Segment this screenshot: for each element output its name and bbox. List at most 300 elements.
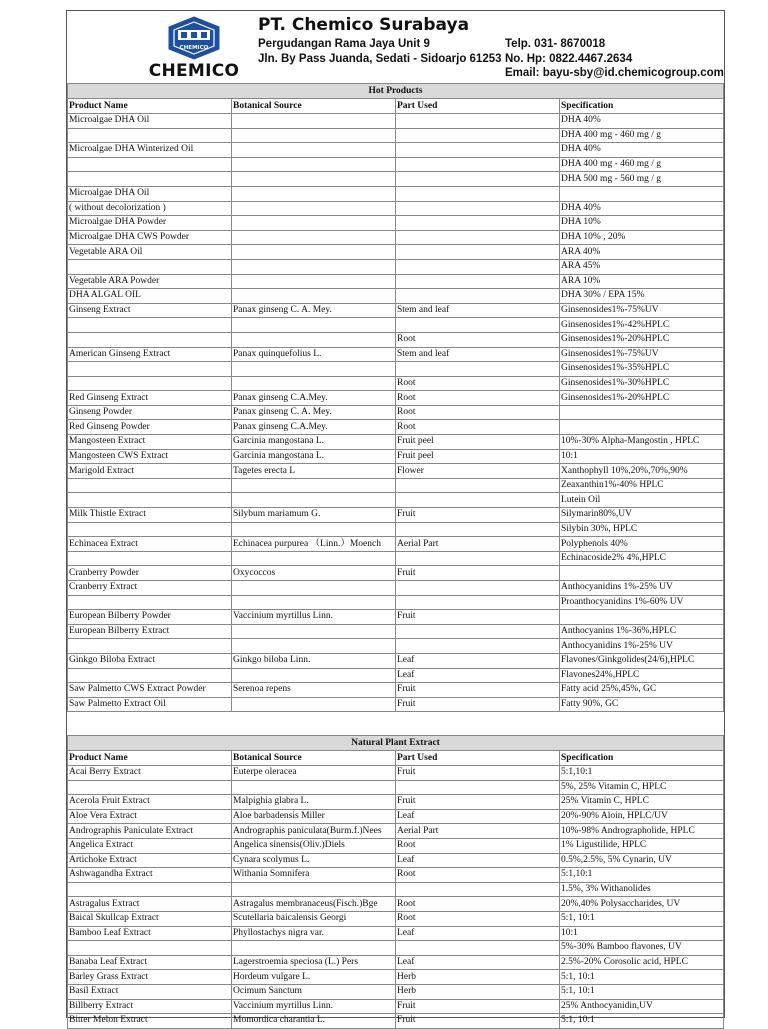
specification-cell: Ginsenosides1%-20%HPLC (560, 391, 724, 406)
product-name-cell (68, 332, 232, 347)
table-row (68, 668, 724, 683)
product-name-header: Product Name (68, 751, 232, 766)
natural-plant-extract-header-row (68, 751, 724, 766)
botanical-source-cell: Tagetes erecta L (232, 464, 396, 479)
specification-cell: 10:1 (560, 449, 724, 464)
product-name-cell: American Ginseng Extract (68, 347, 232, 362)
specification-cell: 0.5%,2.5%, 5% Cynarin, UV (560, 853, 724, 868)
table-row (68, 405, 724, 420)
product-name-cell: Billberry Extract (68, 999, 232, 1014)
botanical-source-cell: Garcinia mangostana L. (232, 449, 396, 464)
part-used-cell: Root (396, 897, 560, 912)
part-used-cell: Leaf (396, 668, 560, 683)
part-used-cell (396, 493, 560, 508)
part-used-cell (396, 362, 560, 377)
botanical-source-cell (232, 376, 396, 391)
specification-cell (560, 186, 724, 201)
botanical-source-cell (232, 332, 396, 347)
product-name-cell (68, 318, 232, 333)
product-name-cell: Astragalus Extract (68, 897, 232, 912)
table-row (68, 566, 724, 581)
botanical-source-cell: Panax quinquefolius L. (232, 347, 396, 362)
brand-wordmark: CHEMICO (148, 61, 240, 81)
specification-cell: Anthocyanidins 1%-25% UV (560, 639, 724, 654)
specification-cell: Ginsenosides1%-42%HPLC (560, 318, 724, 333)
product-name-cell: Bamboo Leaf Extract (68, 926, 232, 941)
product-name-cell: Angelica Extract (68, 838, 232, 853)
table-row (68, 143, 724, 158)
table-row (68, 420, 724, 435)
product-name-cell: European Bilberry Extract (68, 624, 232, 639)
part-used-cell: Aerial Part (396, 824, 560, 839)
part-used-cell: Fruit (396, 999, 560, 1014)
part-used-cell: Stem and leaf (396, 347, 560, 362)
specification-cell: Anthocyanins 1%-36%,HPLC (560, 624, 724, 639)
hot-products-section-row (68, 84, 724, 99)
mobile-number: No. Hp: 0822.4467.2634 (505, 53, 633, 65)
product-name-cell (68, 493, 232, 508)
table-row (68, 478, 724, 493)
botanical-source-cell: Ocimum Sanctum (232, 984, 396, 999)
product-name-cell: Saw Palmetto CWS Extract Powder (68, 683, 232, 698)
table-row (68, 955, 724, 970)
specification-cell: Anthocyanidins 1%-25% UV (560, 581, 724, 596)
specification-header: Specification (560, 99, 724, 114)
part-used-cell: Leaf (396, 926, 560, 941)
table-row (68, 230, 724, 245)
part-used-cell: Leaf (396, 653, 560, 668)
product-name-cell: Barley Grass Extract (68, 970, 232, 985)
table-row (68, 1014, 724, 1029)
part-used-cell (396, 172, 560, 187)
table-row (68, 941, 724, 956)
product-name-cell: Artichoke Extract (68, 853, 232, 868)
botanical-source-cell (232, 478, 396, 493)
botanical-source-cell (232, 697, 396, 712)
part-used-cell (396, 216, 560, 231)
specification-cell: Flavones24%,HPLC (560, 668, 724, 683)
product-name-cell (68, 780, 232, 795)
part-used-cell: Root (396, 838, 560, 853)
product-name-cell (68, 128, 232, 143)
botanical-source-cell (232, 114, 396, 129)
address-line-2: Jln. By Pass Juanda, Sedati - Sidoarjo 61253 (258, 53, 502, 65)
product-name-cell: Mangosteen CWS Extract (68, 449, 232, 464)
part-used-cell: Fruit (396, 508, 560, 523)
specification-cell: 5%-30% Bamboo flavones, UV (560, 941, 724, 956)
part-used-cell: Root (396, 868, 560, 883)
product-name-cell: Ashwagandha Extract (68, 868, 232, 883)
table-row (68, 595, 724, 610)
table-row (68, 508, 724, 523)
table-row (68, 157, 724, 172)
part-used-cell (396, 941, 560, 956)
part-used-header: Part Used (396, 751, 560, 766)
specification-cell: DHA 40% (560, 114, 724, 129)
botanical-source-cell: Scutellaria baicalensis Georgi (232, 911, 396, 926)
part-used-cell: Fruit (396, 1014, 560, 1029)
table-row (68, 984, 724, 999)
botanical-source-cell (232, 216, 396, 231)
botanical-source-cell (232, 143, 396, 158)
botanical-source-cell (232, 172, 396, 187)
product-name-cell: Mangosteen Extract (68, 435, 232, 450)
table-row (68, 697, 724, 712)
specification-cell: Xanthophyll 10%,20%,70%,90% (560, 464, 724, 479)
part-used-cell (396, 186, 560, 201)
specification-cell: 25% Vitamin C, HPLC (560, 795, 724, 810)
email-address: Email: bayu-sby@id.chemicogroup.com (505, 67, 724, 79)
specification-cell: Ginsenosides1%-30%HPLC (560, 376, 724, 391)
part-used-cell: Root (396, 391, 560, 406)
table-row (68, 868, 724, 883)
table-row (68, 435, 724, 450)
specification-cell: DHA 500 mg - 560 mg / g (560, 172, 724, 187)
product-name-cell (68, 478, 232, 493)
botanical-source-cell: Phyllostachys nigra var. (232, 926, 396, 941)
specification-cell: 5:1, 10:1 (560, 1014, 724, 1029)
part-used-cell: Herb (396, 970, 560, 985)
part-used-cell: Fruit peel (396, 449, 560, 464)
botanical-source-cell: Panax ginseng C.A.Mey. (232, 420, 396, 435)
specification-cell: Echinacoside2% 4%,HPLC (560, 551, 724, 566)
botanical-source-cell (232, 581, 396, 596)
botanical-source-cell: Aloe barbadensis Miller (232, 809, 396, 824)
table-row (68, 449, 724, 464)
product-name-cell (68, 551, 232, 566)
table-row (68, 537, 724, 552)
botanical-source-cell (232, 274, 396, 289)
table-row (68, 391, 724, 406)
product-name-cell: Microalgae DHA Oil (68, 186, 232, 201)
botanical-source-cell (232, 624, 396, 639)
table-row (68, 186, 724, 201)
hot-products-table (67, 83, 724, 712)
specification-cell: DHA 30% / EPA 15% (560, 289, 724, 304)
specification-cell: 1.5%, 3% Withanolides (560, 882, 724, 897)
part-used-cell: Fruit (396, 766, 560, 781)
product-name-cell: Microalgae DHA Powder (68, 216, 232, 231)
table-row (68, 795, 724, 810)
part-used-cell (396, 143, 560, 158)
botanical-source-cell: Echinacea purpurea （Linn.）Moench (232, 537, 396, 552)
table-row (68, 639, 724, 654)
product-name-cell: Vegetable ARA Powder (68, 274, 232, 289)
botanical-source-cell: Panax ginseng C. A. Mey. (232, 405, 396, 420)
table-row (68, 809, 724, 824)
product-name-header: Product Name (68, 99, 232, 114)
specification-cell: ARA 10% (560, 274, 724, 289)
specification-cell: ARA 45% (560, 259, 724, 274)
table-row (68, 522, 724, 537)
table-row (68, 780, 724, 795)
table-row (68, 493, 724, 508)
table-row (68, 303, 724, 318)
phone-number: Telp. 031- 8670018 (505, 38, 606, 50)
table-row (68, 766, 724, 781)
product-name-cell (68, 172, 232, 187)
part-used-cell (396, 581, 560, 596)
specification-cell: DHA 40% (560, 201, 724, 216)
part-used-cell (396, 245, 560, 260)
table-row (68, 172, 724, 187)
table-row (68, 318, 724, 333)
table-row (68, 289, 724, 304)
product-name-cell: Microalgae DHA Oil (68, 114, 232, 129)
specification-cell: ARA 40% (560, 245, 724, 260)
botanical-source-cell (232, 522, 396, 537)
botanical-source-cell: Hordeum vulgare L. (232, 970, 396, 985)
table-row (68, 999, 724, 1014)
botanical-source-cell (232, 289, 396, 304)
letterhead (67, 11, 724, 84)
table-row (68, 581, 724, 596)
product-name-cell: Andrographis Paniculate Extract (68, 824, 232, 839)
part-used-cell (396, 201, 560, 216)
part-used-cell (396, 478, 560, 493)
specification-cell: DHA 10% , 20% (560, 230, 724, 245)
part-used-cell (396, 289, 560, 304)
part-used-cell: Root (396, 911, 560, 926)
product-name-cell (68, 595, 232, 610)
botanical-source-cell (232, 362, 396, 377)
botanical-source-cell: Angelica sinensis(Oliv.)Diels (232, 838, 396, 853)
product-name-cell (68, 259, 232, 274)
specification-header: Specification (560, 751, 724, 766)
specification-cell (560, 405, 724, 420)
product-name-cell: Vegetable ARA Oil (68, 245, 232, 260)
table-row (68, 653, 724, 668)
botanical-source-cell: Withania Somnifera (232, 868, 396, 883)
specification-cell: Silymarin80%,UV (560, 508, 724, 523)
part-used-cell: Fruit (396, 795, 560, 810)
botanical-source-cell (232, 780, 396, 795)
botanical-source-cell: Oxycoccos (232, 566, 396, 581)
specification-cell: 5:1,10:1 (560, 868, 724, 883)
part-used-cell: Leaf (396, 853, 560, 868)
specification-cell: DHA 40% (560, 143, 724, 158)
botanical-source-cell: Momordica charantia L. (232, 1014, 396, 1029)
table-row (68, 551, 724, 566)
specification-cell: 10%-30% Alpha-Mangostin , HPLC (560, 435, 724, 450)
specification-cell: 10:1 (560, 926, 724, 941)
specification-cell: 20%-90% Aloin, HPLC/UV (560, 809, 724, 824)
part-used-cell (396, 157, 560, 172)
specification-cell: 5%, 25% Vitamin C, HPLC (560, 780, 724, 795)
part-used-cell (396, 274, 560, 289)
table-row (68, 911, 724, 926)
product-name-cell: DHA ALGAL OIL (68, 289, 232, 304)
specification-cell: 1% Ligustilide, HPLC (560, 838, 724, 853)
product-name-cell: Marigold Extract (68, 464, 232, 479)
table-row (68, 274, 724, 289)
part-used-cell: Aerial Part (396, 537, 560, 552)
seal-text: CHEMICO (179, 45, 209, 51)
botanical-source-cell: Silybum mariamum G. (232, 508, 396, 523)
table-row (68, 362, 724, 377)
product-name-cell: Red Ginseng Powder (68, 420, 232, 435)
product-name-cell: Milk Thistle Extract (68, 508, 232, 523)
part-used-cell (396, 522, 560, 537)
botanical-source-cell (232, 668, 396, 683)
table-row (68, 332, 724, 347)
botanical-source-cell: Ginkgo biloba Linn. (232, 653, 396, 668)
botanical-source-cell: Vaccinium myrtillus Linn. (232, 610, 396, 625)
botanical-source-cell (232, 245, 396, 260)
specification-cell: Zeaxanthin1%-40% HPLC (560, 478, 724, 493)
product-name-cell (68, 522, 232, 537)
company-name: PT. Chemico Surabaya (258, 15, 470, 35)
part-used-cell: Fruit (396, 683, 560, 698)
product-name-cell: Ginseng Extract (68, 303, 232, 318)
product-name-cell: Banaba Leaf Extract (68, 955, 232, 970)
product-name-cell: European Bilberry Powder (68, 610, 232, 625)
part-used-cell: Root (396, 420, 560, 435)
part-used-cell (396, 128, 560, 143)
product-name-cell: Echinacea Extract (68, 537, 232, 552)
part-used-cell (396, 114, 560, 129)
specification-cell: Polyphenols 40% (560, 537, 724, 552)
specification-cell: 5:1, 10:1 (560, 970, 724, 985)
botanical-source-cell: Serenoa repens (232, 683, 396, 698)
hot-products-header-row (68, 99, 724, 114)
part-used-cell: Leaf (396, 955, 560, 970)
specification-cell: Ginsenosides1%-35%HPLC (560, 362, 724, 377)
part-used-cell: Stem and leaf (396, 303, 560, 318)
product-name-cell: ( without decolorization ) (68, 201, 232, 216)
part-used-cell: Flower (396, 464, 560, 479)
specification-cell: 25% Anthocyanidin,UV (560, 999, 724, 1014)
specification-cell: Ginsenosides1%-20%HPLC (560, 332, 724, 347)
specification-cell: Flavones/Ginkgolides(24/6),HPLC (560, 653, 724, 668)
botanical-source-cell (232, 551, 396, 566)
specification-cell: Silybin 30%, HPLC (560, 522, 724, 537)
part-used-cell (396, 318, 560, 333)
part-used-cell (396, 595, 560, 610)
part-used-cell: Root (396, 405, 560, 420)
specification-cell: DHA 400 mg - 460 mg / g (560, 128, 724, 143)
hot-products-section-title: Hot Products (68, 84, 724, 99)
table-row (68, 610, 724, 625)
part-used-cell: Fruit (396, 610, 560, 625)
table-row (68, 376, 724, 391)
botanical-source-cell: Lagerstroemia speciosa (L.) Pers (232, 955, 396, 970)
part-used-cell: Fruit (396, 697, 560, 712)
part-used-cell: Fruit (396, 566, 560, 581)
botanical-source-cell: Malpighia glabra L. (232, 795, 396, 810)
product-name-cell (68, 639, 232, 654)
table-row (68, 216, 724, 231)
catalog-sheet (66, 10, 725, 1026)
botanical-source-cell: Astragalus membranaceus(Fisch.)Bge (232, 897, 396, 912)
specification-cell: Fatty 90%, GC (560, 697, 724, 712)
botanical-source-cell: Cynara scolymus L. (232, 853, 396, 868)
table-row (68, 201, 724, 216)
table-row (68, 926, 724, 941)
address-line-1: Pergudangan Rama Jaya Unit 9 (258, 38, 430, 50)
botanical-source-cell: Vaccinium myrtillus Linn. (232, 999, 396, 1014)
part-used-cell (396, 551, 560, 566)
part-used-cell: Leaf (396, 809, 560, 824)
product-name-cell (68, 376, 232, 391)
product-name-cell: Cranberry Powder (68, 566, 232, 581)
table-row (68, 259, 724, 274)
specification-cell (560, 566, 724, 581)
table-row (68, 970, 724, 985)
botanical-source-cell (232, 941, 396, 956)
product-name-cell (68, 157, 232, 172)
product-name-cell (68, 882, 232, 897)
botanical-source-cell (232, 639, 396, 654)
part-used-cell (396, 882, 560, 897)
specification-cell: Proanthocyanidins 1%-60% UV (560, 595, 724, 610)
table-row (68, 824, 724, 839)
part-used-cell (396, 639, 560, 654)
botanical-source-header: Botanical Source (232, 751, 396, 766)
specification-cell: 10%-98% Andrographolide, HPLC (560, 824, 724, 839)
botanical-source-cell (232, 318, 396, 333)
table-row (68, 897, 724, 912)
botanical-source-cell (232, 882, 396, 897)
product-name-cell: Ginseng Powder (68, 405, 232, 420)
part-used-cell (396, 780, 560, 795)
part-used-cell (396, 230, 560, 245)
part-used-cell: Root (396, 332, 560, 347)
specification-cell: 5:1,10:1 (560, 766, 724, 781)
specification-cell: 20%,40% Polysaccharides, UV (560, 897, 724, 912)
part-used-cell: Fruit peel (396, 435, 560, 450)
specification-cell (560, 420, 724, 435)
product-name-cell: Microalgae DHA CWS Powder (68, 230, 232, 245)
botanical-source-cell (232, 493, 396, 508)
specification-cell: Lutein Oil (560, 493, 724, 508)
part-used-cell (396, 259, 560, 274)
product-name-cell (68, 941, 232, 956)
table-row (68, 245, 724, 260)
part-used-cell: Herb (396, 984, 560, 999)
table-row (68, 838, 724, 853)
product-name-cell: Basil Extract (68, 984, 232, 999)
botanical-source-cell (232, 157, 396, 172)
table-row (68, 464, 724, 479)
botanical-source-cell: Andrographis paniculata(Burm.f.)Nees (232, 824, 396, 839)
part-used-header: Part Used (396, 99, 560, 114)
product-name-cell (68, 362, 232, 377)
botanical-source-cell (232, 259, 396, 274)
botanical-source-cell: Panax ginseng C. A. Mey. (232, 303, 396, 318)
product-name-cell: Ginkgo Biloba Extract (68, 653, 232, 668)
chemico-seal-icon (135, 15, 253, 61)
botanical-source-cell: Garcinia mangostana L. (232, 435, 396, 450)
product-name-cell: Red Ginseng Extract (68, 391, 232, 406)
product-name-cell: Acerola Fruit Extract (68, 795, 232, 810)
table-row (68, 882, 724, 897)
product-name-cell: Baical Skullcap Extract (68, 911, 232, 926)
specification-cell: 5:1, 10:1 (560, 984, 724, 999)
natural-plant-extract-section-title: Natural Plant Extract (68, 736, 724, 751)
specification-cell: 2.5%-20% Corosolic acid, HPLC (560, 955, 724, 970)
table-row (68, 114, 724, 129)
part-used-cell: Root (396, 376, 560, 391)
table-row (68, 624, 724, 639)
product-name-cell: Cranberry Extract (68, 581, 232, 596)
company-logo (135, 15, 253, 79)
natural-plant-extract-section-row (68, 736, 724, 751)
table-row (68, 683, 724, 698)
table-row (68, 853, 724, 868)
product-name-cell (68, 668, 232, 683)
specification-cell: Fatty acid 25%,45%, GC (560, 683, 724, 698)
